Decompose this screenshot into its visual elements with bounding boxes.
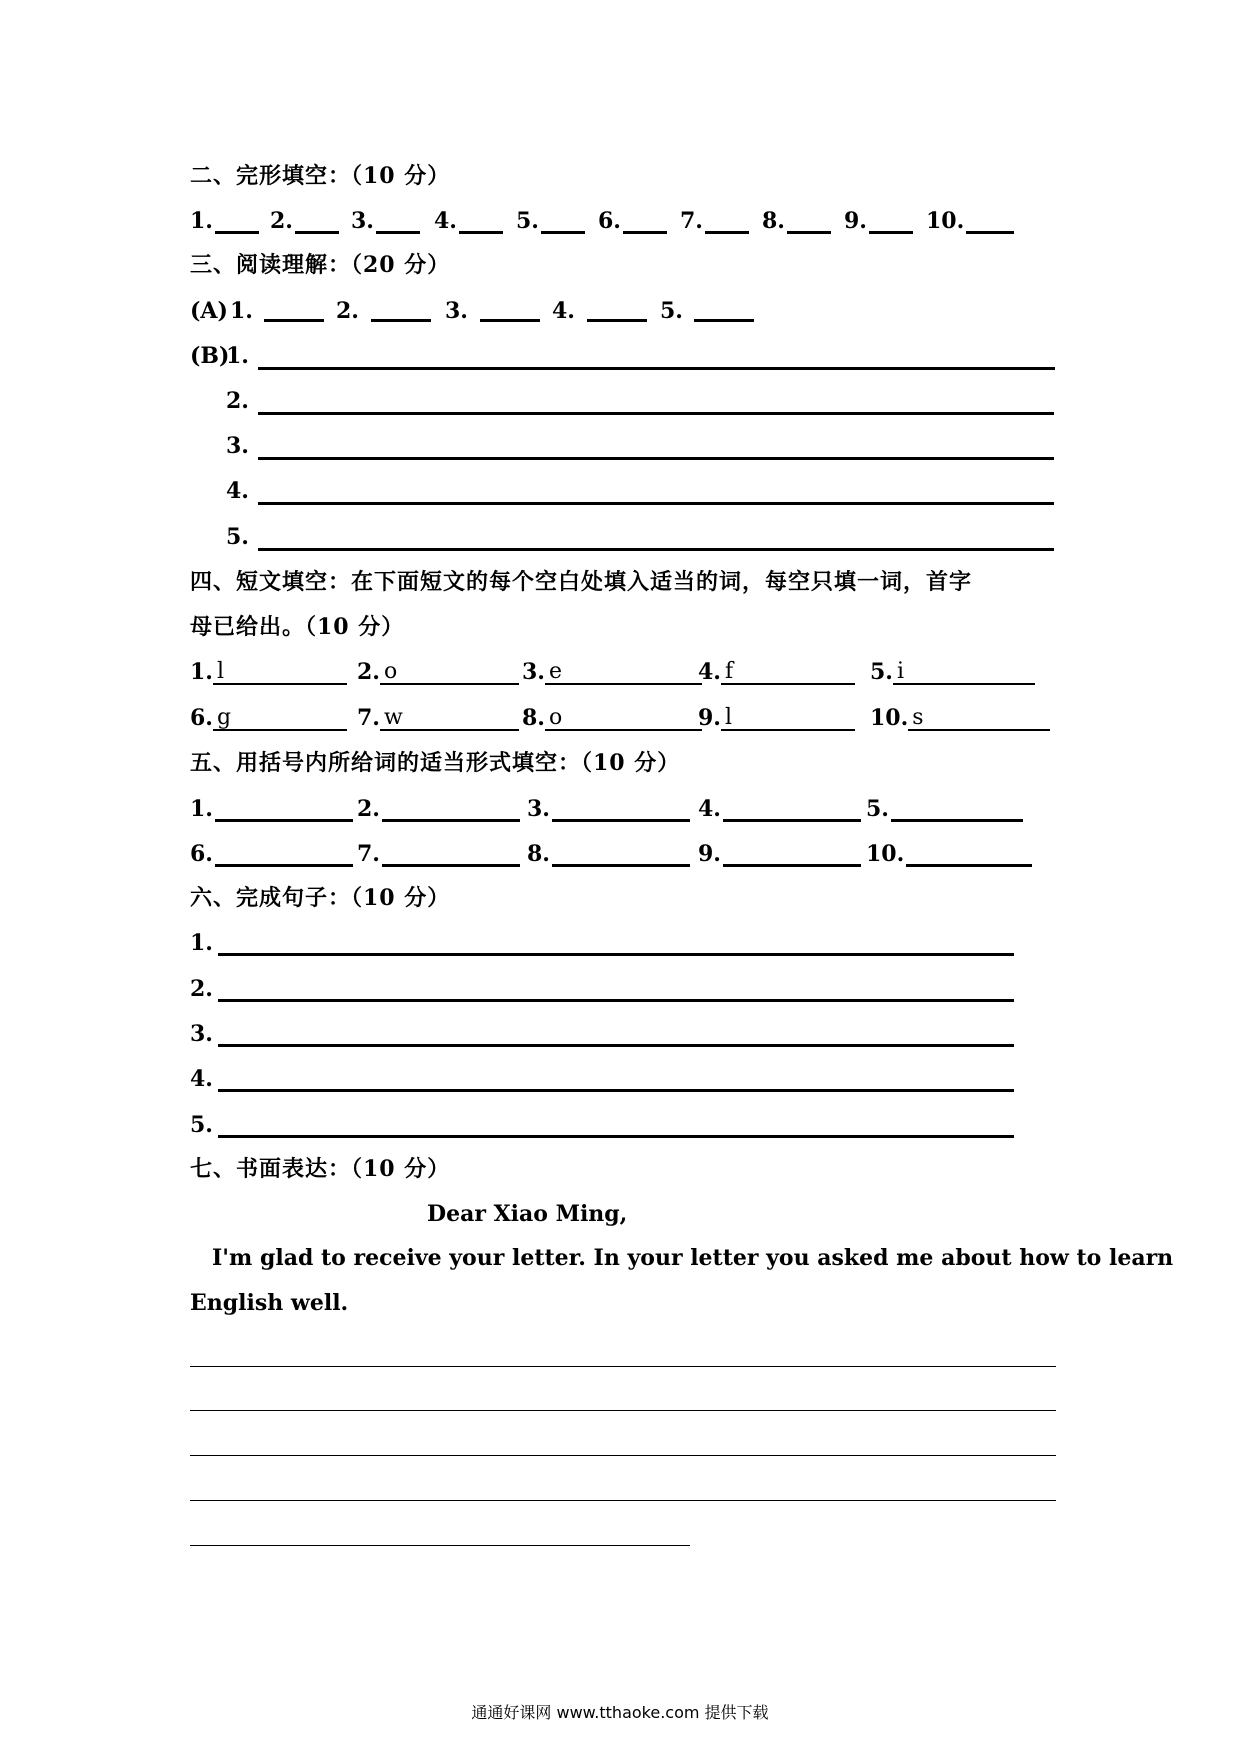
item-number: 5. <box>660 298 683 324</box>
answer-blank[interactable] <box>705 209 749 234</box>
fill-word-item <box>522 655 702 685</box>
answer-line[interactable] <box>258 412 1054 415</box>
answer-blank[interactable] <box>623 209 667 234</box>
item-number: 1. <box>190 930 213 956</box>
item-number: 6. <box>598 208 621 234</box>
item-number: 5. <box>190 1112 213 1138</box>
word-form-item <box>357 837 520 867</box>
letter-body-line1: I'm glad to receive your letter. In your letter you asked me about how to learn <box>212 1245 1174 1271</box>
item-number: 3. <box>522 659 545 685</box>
fill-word-item <box>357 655 519 685</box>
writing-line[interactable] <box>190 1545 690 1546</box>
word-form-item <box>866 837 1032 867</box>
cloze-answer-item <box>680 208 749 234</box>
item-number: 4. <box>698 796 721 822</box>
answer-line[interactable] <box>218 1044 1014 1047</box>
answer-line[interactable] <box>218 1089 1014 1092</box>
item-number: 10. <box>866 841 905 867</box>
answer-blank[interactable]: w <box>380 707 519 731</box>
cloze-answer-item <box>190 208 259 234</box>
answer-blank[interactable] <box>552 842 690 867</box>
answer-blank[interactable] <box>382 842 520 867</box>
answer-blank[interactable] <box>480 297 540 322</box>
section6-title: 六、完成句子：（10 分） <box>190 885 451 911</box>
answer-blank[interactable]: g <box>213 707 347 731</box>
section2-title: 二、完形填空：（10 分） <box>190 163 451 189</box>
word-form-item <box>190 792 353 822</box>
cloze-answer-item <box>434 208 503 234</box>
letter-body-line2: English well. <box>190 1290 349 1316</box>
footer-text: 通通好课网 www.tthaoke.com 提供下载 <box>471 1703 769 1722</box>
item-number: 9. <box>698 841 721 867</box>
item-number: 4. <box>698 659 721 685</box>
fill-word-item <box>698 701 855 731</box>
section3-title: 三、阅读理解：（20 分） <box>190 252 451 278</box>
item-number: 4. <box>190 1066 213 1092</box>
answer-blank[interactable]: f <box>721 661 855 685</box>
item-number: 4. <box>552 298 575 324</box>
item-number: 8. <box>522 705 545 731</box>
cloze-answer-item <box>844 208 913 234</box>
answer-line[interactable] <box>258 548 1054 551</box>
writing-line[interactable] <box>190 1500 1056 1501</box>
word-form-item <box>527 837 690 867</box>
answer-blank[interactable] <box>869 209 913 234</box>
word-form-item <box>527 792 690 822</box>
item-number: 1. <box>230 298 253 324</box>
answer-blank[interactable] <box>459 209 503 234</box>
item-number: 5. <box>866 796 889 822</box>
answer-blank[interactable] <box>371 297 431 322</box>
answer-blank[interactable] <box>966 209 1014 234</box>
item-number: 1. <box>190 208 213 234</box>
answer-line[interactable] <box>218 1135 1014 1138</box>
word-form-item <box>698 837 861 867</box>
item-number: 10. <box>926 208 965 234</box>
answer-blank[interactable] <box>264 297 324 322</box>
item-number: 6. <box>190 705 213 731</box>
answer-blank[interactable]: o <box>380 661 519 685</box>
answer-blank[interactable] <box>587 297 647 322</box>
cloze-answer-item <box>270 208 339 234</box>
word-form-item <box>357 792 520 822</box>
cloze-answer-item <box>351 208 420 234</box>
writing-line[interactable] <box>190 1410 1056 1411</box>
answer-blank[interactable] <box>552 797 690 822</box>
item-number: 10. <box>870 705 909 731</box>
item-number: 9. <box>698 705 721 731</box>
section7-title: 七、书面表达：（10 分） <box>190 1156 451 1182</box>
section4-title-line1: 四、短文填空：在下面短文的每个空白处填入适当的词，每空只填一词，首字 <box>190 569 973 595</box>
answer-blank[interactable] <box>694 297 754 322</box>
answer-blank[interactable]: o <box>545 707 702 731</box>
item-number: 5. <box>226 524 249 550</box>
word-form-item <box>190 837 353 867</box>
item-number: 2. <box>270 208 293 234</box>
writing-line[interactable] <box>190 1366 1056 1367</box>
item-number: 1. <box>190 796 213 822</box>
writing-line[interactable] <box>190 1455 1056 1456</box>
answer-blank[interactable] <box>723 797 861 822</box>
cloze-answer-item <box>516 208 585 234</box>
word-form-item <box>866 792 1023 822</box>
fill-word-item <box>698 655 855 685</box>
item-number: 5. <box>870 659 893 685</box>
answer-line[interactable] <box>218 953 1014 956</box>
fill-word-item <box>357 701 519 731</box>
item-number: 8. <box>762 208 785 234</box>
section3-part-a-row <box>190 294 683 324</box>
answer-blank[interactable] <box>376 209 420 234</box>
item-number: 5. <box>516 208 539 234</box>
answer-blank[interactable] <box>906 842 1032 867</box>
cloze-answer-item <box>762 208 831 234</box>
item-number: 3. <box>445 298 468 324</box>
answer-blank[interactable] <box>215 797 353 822</box>
fill-word-item <box>870 701 1050 731</box>
item-number: 8. <box>527 841 550 867</box>
item-number: 3. <box>351 208 374 234</box>
answer-blank[interactable] <box>723 842 861 867</box>
part-b-label: (B) <box>190 343 230 369</box>
item-number: 3. <box>190 1021 213 1047</box>
answer-line[interactable] <box>218 999 1014 1002</box>
answer-blank[interactable] <box>382 797 520 822</box>
answer-blank[interactable]: l <box>721 707 855 731</box>
answer-blank[interactable]: l <box>213 661 347 685</box>
item-number: 4. <box>434 208 457 234</box>
item-number: 2. <box>226 388 249 414</box>
item-number: 3. <box>527 796 550 822</box>
section5-title: 五、用括号内所给词的适当形式填空：（10 分） <box>190 750 681 776</box>
answer-blank[interactable] <box>215 842 353 867</box>
item-number: 6. <box>190 841 213 867</box>
item-number: 2. <box>336 298 359 324</box>
letter-salutation: Dear Xiao Ming, <box>427 1201 628 1227</box>
section4-title-line2: 母已给出。（10 分） <box>190 614 405 640</box>
word-form-item <box>698 792 861 822</box>
answer-blank[interactable] <box>215 209 259 234</box>
item-number: 9. <box>844 208 867 234</box>
item-number: 4. <box>226 478 249 504</box>
fill-word-item <box>870 655 1035 685</box>
cloze-answer-item <box>598 208 667 234</box>
answer-line[interactable] <box>258 457 1054 460</box>
answer-line[interactable] <box>258 502 1054 505</box>
answer-line[interactable] <box>258 367 1055 370</box>
answer-blank[interactable]: s <box>908 707 1050 731</box>
cloze-answer-item <box>926 208 1014 234</box>
item-number: 2. <box>190 976 213 1002</box>
item-number: 7. <box>357 841 380 867</box>
answer-blank[interactable]: i <box>893 661 1035 685</box>
answer-blank[interactable]: e <box>545 661 702 685</box>
answer-blank[interactable] <box>891 797 1023 822</box>
answer-blank[interactable] <box>541 209 585 234</box>
answer-blank[interactable] <box>295 209 339 234</box>
item-number: 1. <box>190 659 213 685</box>
fill-word-item <box>190 701 347 731</box>
item-number: 2. <box>357 796 380 822</box>
fill-word-item <box>190 655 347 685</box>
item-number: 7. <box>357 705 380 731</box>
fill-word-item <box>522 701 702 731</box>
item-number: 7. <box>680 208 703 234</box>
item-number: 3. <box>226 433 249 459</box>
item-number: 1. <box>226 343 249 369</box>
item-number: 2. <box>357 659 380 685</box>
part-a-label: (A) <box>190 298 228 324</box>
answer-blank[interactable] <box>787 209 831 234</box>
